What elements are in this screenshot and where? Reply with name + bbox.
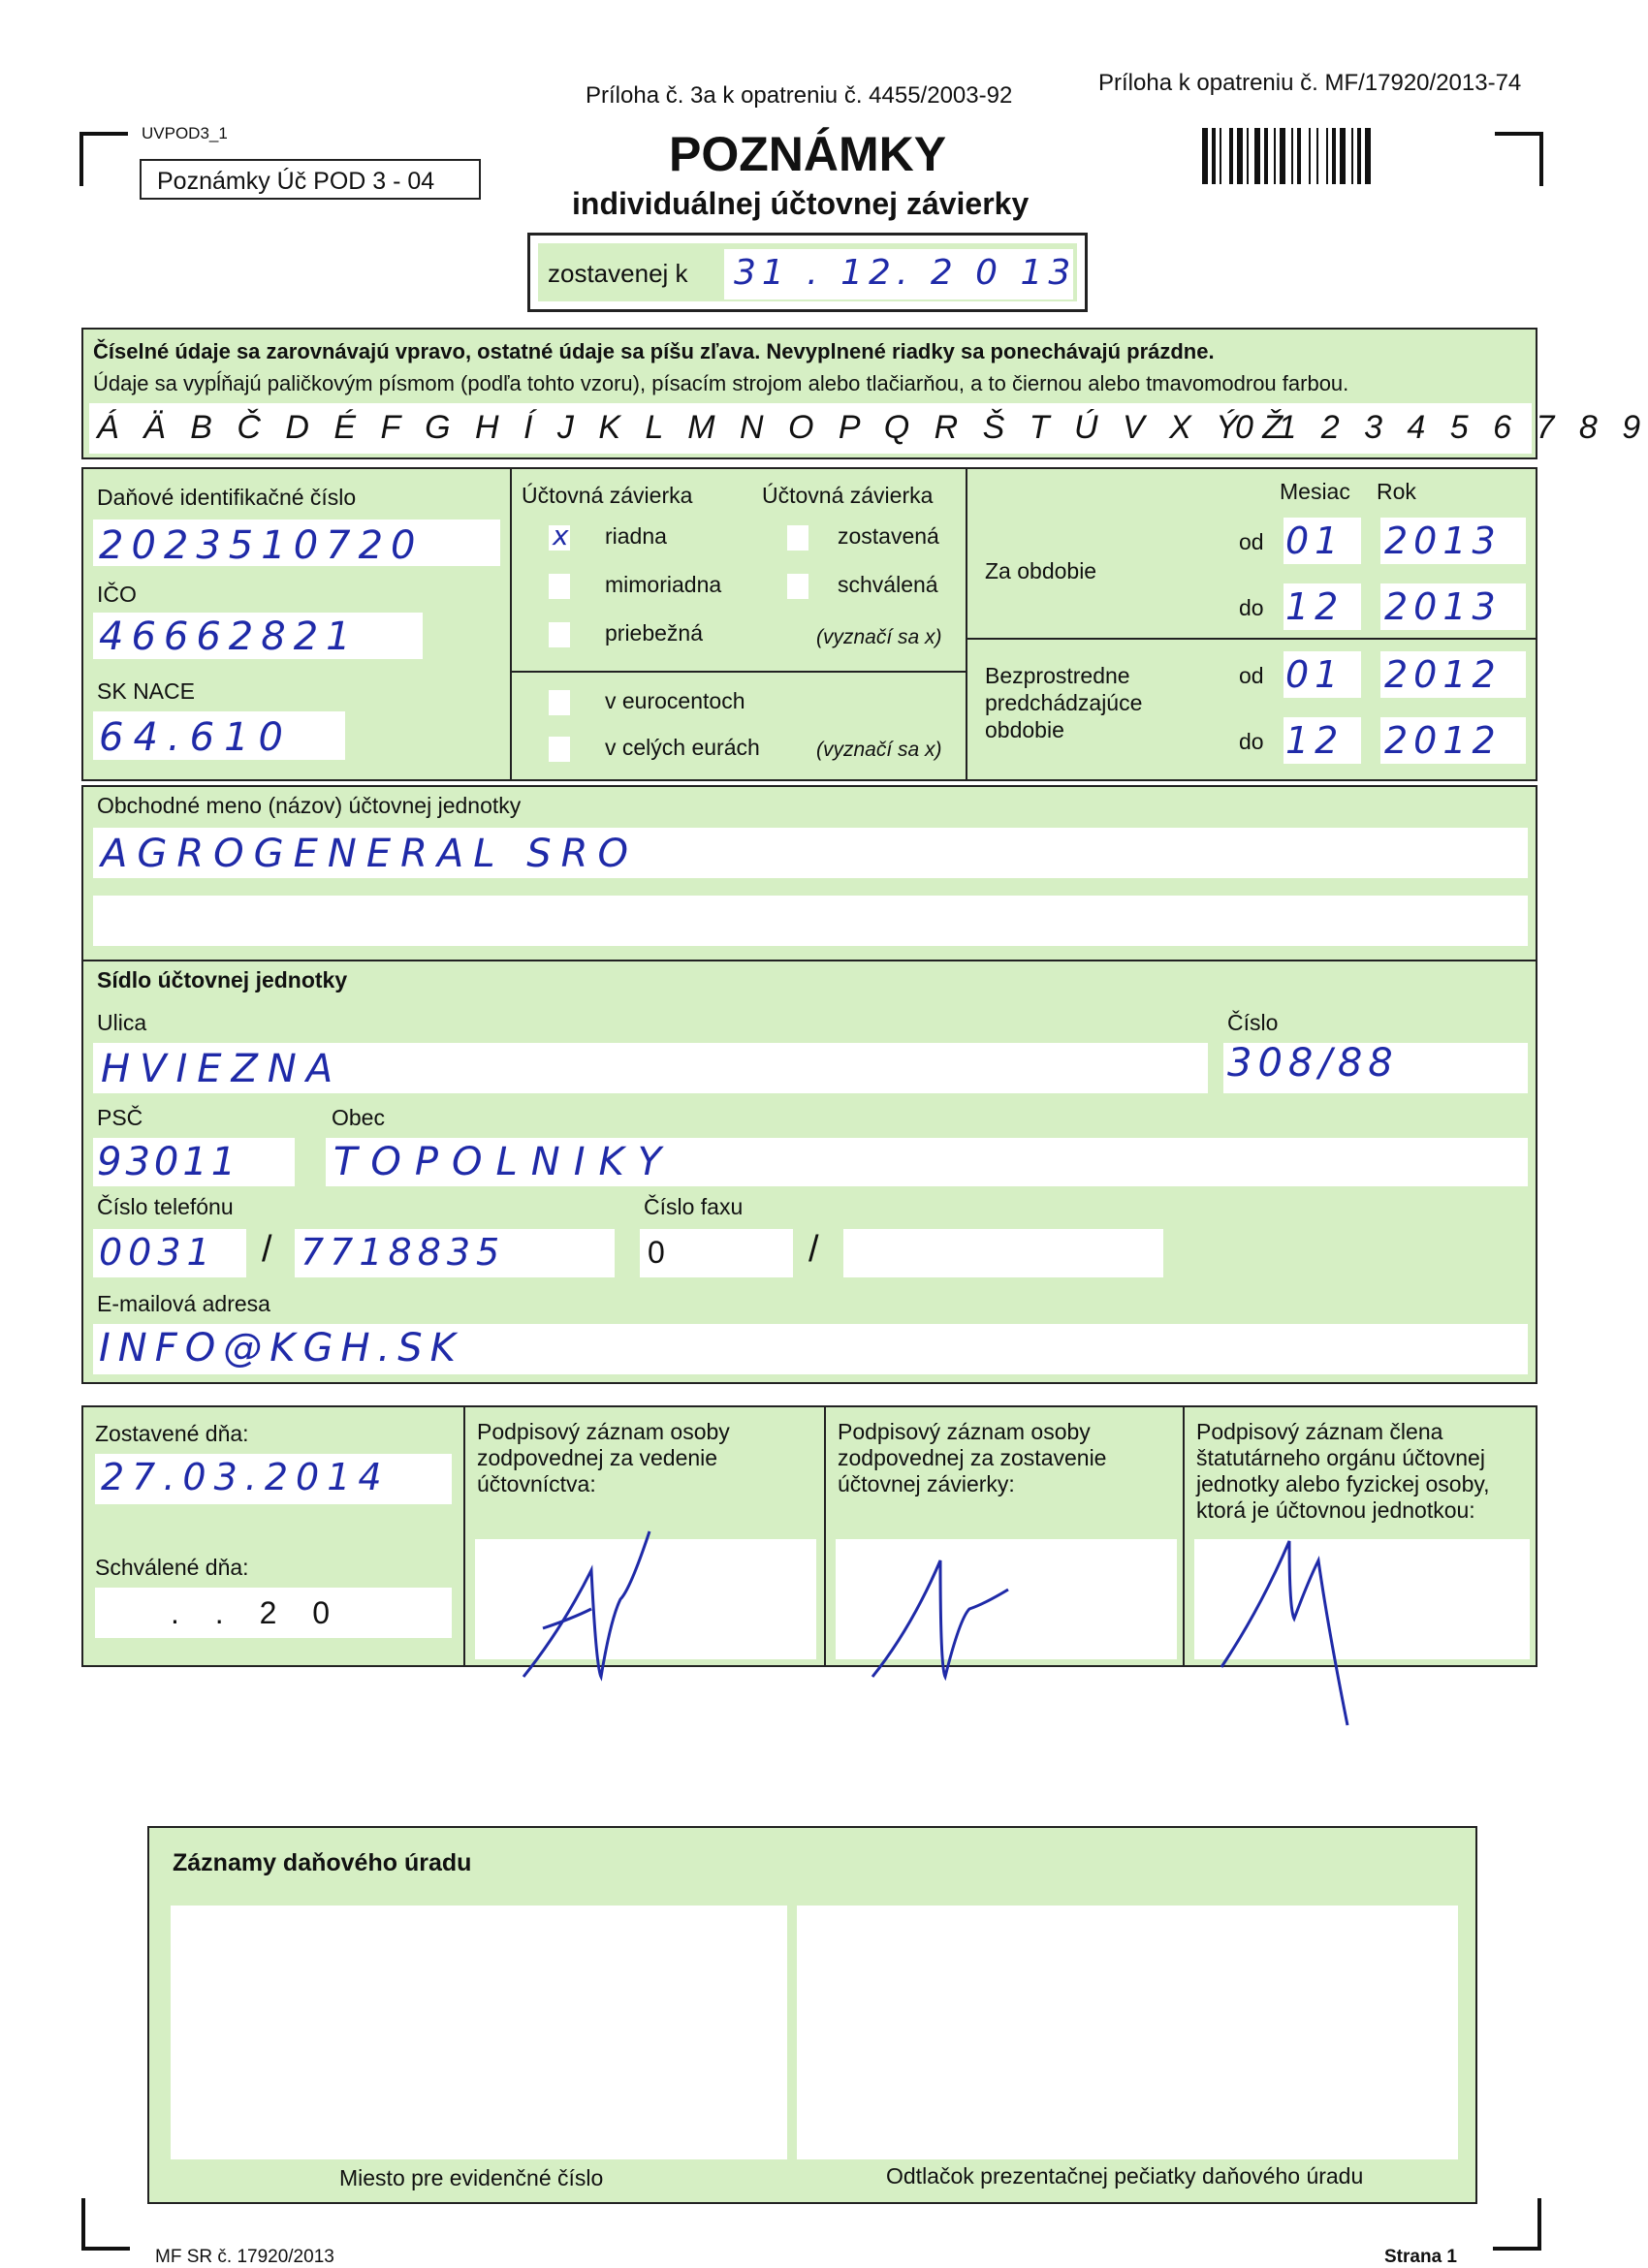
- dic-value: 2023510720: [99, 523, 424, 568]
- barcode-bar: [1274, 128, 1276, 184]
- eurocent-label: v eurocentoch: [605, 688, 745, 713]
- tax-office-section: [147, 1826, 1477, 2204]
- page-title: POZNÁMKY: [669, 127, 947, 181]
- schvalena-label: schválená: [838, 572, 938, 597]
- page-subtitle: individuálnej účtovnej závierky: [572, 186, 1030, 221]
- sig1-label: Podpisový záznam osoby zodpovednej za vedenie účtovníctva:: [477, 1419, 730, 1496]
- number-label: Číslo: [1227, 1010, 1279, 1035]
- previous-to-month: 12: [1285, 719, 1345, 762]
- priebezna-checkbox[interactable]: [549, 622, 570, 647]
- email-label: E-mailová adresa: [97, 1291, 270, 1316]
- street-value: HVIEZNA: [101, 1047, 343, 1091]
- identity-section: [81, 467, 1537, 781]
- barcode-bar: [1297, 128, 1301, 184]
- form-name: Poznámky Úč POD 3 - 04: [157, 168, 435, 195]
- barcode-bar: [1280, 128, 1285, 184]
- barcode-bar: [1316, 128, 1318, 184]
- barcode-bar: [1237, 128, 1243, 184]
- form-code: UVPOD3_1: [142, 124, 228, 142]
- barcode-bar: [1357, 128, 1361, 184]
- street-label: Ulica: [97, 1010, 147, 1035]
- previous-period-label-3: obdobie: [985, 717, 1064, 742]
- current-from-year: 2013: [1384, 520, 1502, 562]
- barcode-bar: [1340, 128, 1346, 184]
- current-from-label: od: [1239, 529, 1264, 554]
- instructions-line2: Údaje sa vypĺňajú paličkovým písmom (podľa tohto vzoru), písacím strojom alebo tlačiarňou, a to čiernou alebo tmavomodrou farbou.: [93, 371, 1349, 395]
- barcode-bar: [1247, 128, 1249, 184]
- fax-separator: /: [808, 1229, 819, 1270]
- sig-divider-2: [824, 1407, 826, 1665]
- registration-number-area[interactable]: [171, 1906, 787, 2159]
- eurocent-checkbox[interactable]: [549, 690, 570, 715]
- stamp-caption: Odtlačok prezentačnej pečiatky daňového úradu: [886, 2163, 1364, 2189]
- entity-section: [81, 785, 1537, 1384]
- barcode-bar: [1351, 128, 1353, 184]
- annex-left: Príloha č. 3a k opatreniu č. 4455/2003-92: [586, 82, 1013, 109]
- current-to-label: do: [1239, 595, 1264, 620]
- phone-value: 7718835: [301, 1231, 506, 1274]
- sample-letters: Á Ä B Č D É F G H Í J K L M N O P Q R Š T Ú V X Ý Ž: [97, 409, 1291, 446]
- barcode-bar: [1254, 128, 1260, 184]
- statement-note: (vyznačí sa x): [816, 626, 942, 648]
- fax-field[interactable]: [843, 1229, 1163, 1277]
- entity-name-value: AGROGENERAL SRO: [101, 832, 638, 876]
- ico-label: IČO: [97, 582, 137, 607]
- entity-name-label: Obchodné meno (názov) účtovnej jednotky: [97, 793, 522, 818]
- signature-1-drawing: [504, 1512, 698, 1696]
- signature-3-drawing: [1202, 1522, 1396, 1735]
- instructions-line1: Číselné údaje sa zarovnávajú vpravo, ostatné údaje sa píšu zľava. Nevyplnené riadky sa ponechávajú prázdne.: [93, 339, 1215, 363]
- seat-label: Sídlo účtovnej jednotky: [97, 967, 348, 992]
- barcode-bar: [1309, 128, 1311, 184]
- instructions-box: [81, 328, 1648, 459]
- footer-left: MF SR č. 17920/2013: [155, 2247, 334, 2267]
- approved-on-value: . . 2 0: [171, 1595, 344, 1630]
- number-value: 308/88: [1227, 1041, 1399, 1086]
- previous-period-label-2: predchádzajúce: [985, 690, 1143, 715]
- previous-from-month: 01: [1285, 653, 1345, 696]
- barcode: [1202, 128, 1446, 184]
- seat-divider: [83, 960, 1536, 961]
- footer-right: Strana 1: [1384, 2247, 1457, 2267]
- corner-bracket-bottom-right: [1493, 2198, 1541, 2251]
- priebezna-label: priebežná: [605, 620, 704, 646]
- barcode-bar: [1332, 128, 1336, 184]
- city-label: Obec: [332, 1105, 385, 1130]
- stamp-area[interactable]: [797, 1906, 1458, 2159]
- month-label: Mesiac: [1280, 479, 1350, 504]
- zip-label: PSČ: [97, 1105, 143, 1130]
- nace-label: SK NACE: [97, 678, 195, 704]
- divider-h-statement: [510, 671, 966, 673]
- signature-2-drawing: [853, 1522, 1047, 1696]
- barcode-bar: [1291, 128, 1293, 184]
- corner-bracket-top-left: [79, 132, 128, 186]
- compiled-label: zostavenej k: [548, 259, 688, 288]
- barcode-bar: [1220, 128, 1221, 184]
- barcode-bar: [1264, 128, 1268, 184]
- sample-digits: 0 1 2 3 4 5 6 7 8 9: [1235, 409, 1648, 446]
- previous-to-year: 2012: [1384, 719, 1502, 762]
- zostavena-checkbox[interactable]: [787, 525, 808, 551]
- zostavena-label: zostavená: [838, 523, 939, 549]
- previous-to-label: do: [1239, 729, 1264, 754]
- registration-number-caption: Miesto pre evidenčné číslo: [339, 2165, 604, 2190]
- dic-label: Daňové identifikačné číslo: [97, 485, 357, 510]
- form-name-box: [140, 159, 481, 200]
- mimoriadna-label: mimoriadna: [605, 572, 722, 597]
- previous-from-label: od: [1239, 663, 1264, 688]
- riadna-label: riadna: [605, 523, 667, 549]
- nace-value: 64.610: [99, 715, 293, 760]
- previous-period-label-1: Bezprostredne: [985, 663, 1130, 688]
- compiled-date-value: 31 . 12. 2 0 13: [734, 253, 1077, 293]
- statement-col2-title: Účtovná závierka: [762, 483, 934, 508]
- entity-name-field-2[interactable]: [93, 896, 1528, 946]
- barcode-bar: [1229, 128, 1233, 184]
- barcode-bar: [1202, 128, 1208, 184]
- sig2-label: Podpisový záznam osoby zodpovednej za zostavenie účtovnej závierky:: [838, 1419, 1107, 1496]
- current-from-month: 01: [1285, 520, 1345, 562]
- fax-label: Číslo faxu: [644, 1194, 744, 1219]
- corner-bracket-bottom-left: [81, 2198, 130, 2251]
- city-value: TOPOLNIKY: [333, 1140, 676, 1184]
- fax-prefix: 0: [648, 1235, 665, 1270]
- statement-col1-title: Účtovná závierka: [522, 483, 693, 508]
- sig-divider-3: [1183, 1407, 1185, 1665]
- zip-value: 93011: [97, 1140, 240, 1184]
- barcode-bar: [1326, 128, 1328, 184]
- tax-office-title: Záznamy daňového úradu: [173, 1849, 472, 1876]
- compiled-on-label: Zostavené dňa:: [95, 1421, 249, 1446]
- eur-checkbox[interactable]: [549, 737, 570, 762]
- barcode-bar: [1365, 128, 1371, 184]
- current-to-month: 12: [1285, 585, 1345, 628]
- previous-from-year: 2012: [1384, 653, 1502, 696]
- phone-label: Číslo telefónu: [97, 1194, 234, 1219]
- phone-separator: /: [262, 1229, 272, 1270]
- compiled-date-box: [527, 233, 1088, 312]
- riadna-mark: x: [553, 520, 575, 551]
- statement-note-2: (vyznačí sa x): [816, 739, 942, 761]
- divider-1: [510, 469, 512, 779]
- sig3-label: Podpisový záznam člena štatutárneho orgánu účtovnej jednotky alebo fyzickej osoby, ktorá je účtovnou jednotkou:: [1196, 1419, 1490, 1523]
- phone-prefix: 0031: [99, 1231, 216, 1274]
- divider-2: [966, 469, 967, 779]
- mimoriadna-checkbox[interactable]: [549, 574, 570, 599]
- corner-bracket-top-right: [1495, 132, 1543, 186]
- divider-h-period: [966, 638, 1536, 640]
- schvalena-checkbox[interactable]: [787, 574, 808, 599]
- annex-right: Príloha k opatreniu č. MF/17920/2013-74: [1098, 70, 1522, 96]
- compiled-on-value: 27.03.2014: [101, 1456, 390, 1498]
- year-label: Rok: [1377, 479, 1416, 504]
- current-to-year: 2013: [1384, 585, 1502, 628]
- current-period-label: Za obdobie: [985, 558, 1097, 583]
- email-value: INFO@KGH.SK: [99, 1326, 463, 1370]
- barcode-bar: [1212, 128, 1216, 184]
- approved-on-label: Schválené dňa:: [95, 1555, 249, 1580]
- ico-value: 46662821: [99, 614, 359, 659]
- eur-label: v celých eurách: [605, 735, 760, 760]
- sig-divider-1: [463, 1407, 465, 1665]
